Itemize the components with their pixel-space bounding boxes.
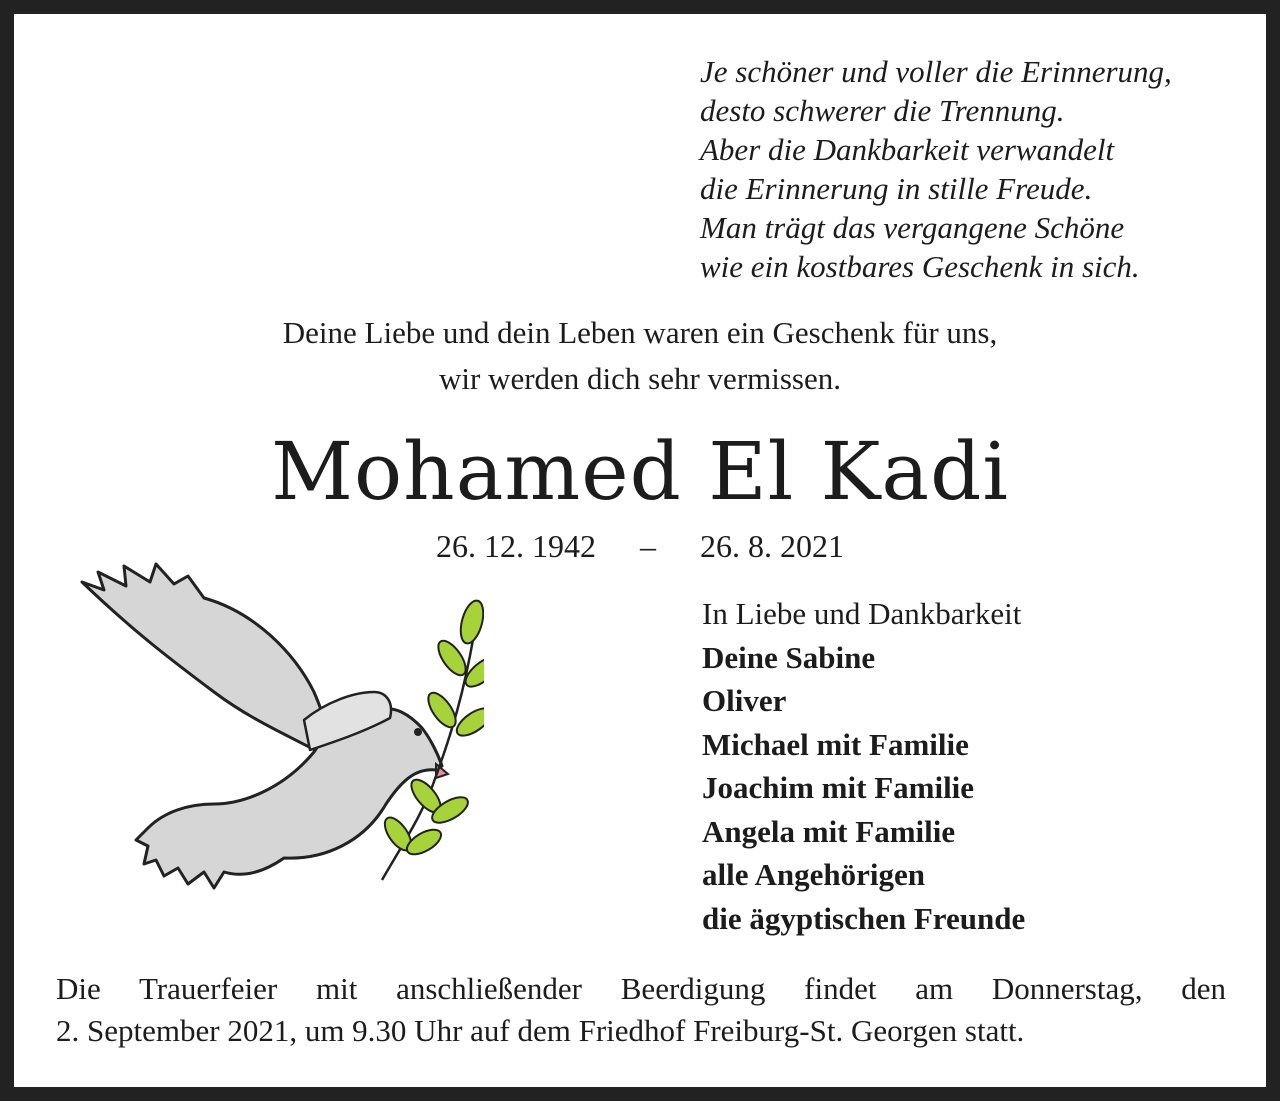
poem-line: die Erinnerung in stille Freude. bbox=[700, 171, 1093, 206]
signer-name: die ägyptischen Freunde bbox=[702, 900, 1026, 936]
dove-eye-icon bbox=[414, 728, 422, 736]
funeral-info-line: Die Trauerfeier mit anschließender Beerdigung findet am Donnerstag, den bbox=[56, 971, 1226, 1006]
poem-line: wie ein kostbares Geschenk in sich. bbox=[700, 249, 1140, 284]
poem-line: Man trägt das vergangene Schöne bbox=[700, 210, 1125, 245]
deceased-name: Mohamed El Kadi bbox=[271, 425, 1009, 518]
signer-name: Deine Sabine bbox=[702, 639, 876, 675]
signer-name: Angela mit Familie bbox=[702, 813, 956, 849]
signer-name: alle Angehörigen bbox=[702, 857, 926, 892]
dove-wing-icon bbox=[82, 564, 328, 756]
funeral-info bbox=[56, 968, 1226, 1052]
intro-line: wir werden dich sehr vermissen. bbox=[438, 361, 842, 396]
signer-name: Joachim mit Familie bbox=[702, 770, 975, 805]
intro-text bbox=[14, 310, 1266, 402]
birth-date: 26. 12. 1942 bbox=[436, 528, 596, 564]
poem-line: Aber die Dankbarkeit verwandelt bbox=[700, 132, 1115, 167]
poem-line: Je schöner und voller die Erinnerung, bbox=[700, 54, 1172, 89]
dove-with-olive-branch-icon bbox=[64, 542, 484, 902]
poem-line: desto schwerer die Trennung. bbox=[700, 93, 1065, 128]
date-separator: – bbox=[640, 528, 656, 564]
obituary-notice bbox=[14, 14, 1266, 1087]
signer-name: Michael mit Familie bbox=[702, 726, 969, 762]
death-date: 26. 8. 2021 bbox=[700, 528, 844, 564]
signers-lead: In Liebe und Dankbarkeit bbox=[702, 596, 1022, 631]
signer-name: Oliver bbox=[702, 683, 787, 718]
poem bbox=[700, 52, 1260, 286]
signers bbox=[702, 592, 1242, 940]
intro-line: Deine Liebe und dein Leben waren ein Geschenk für uns, bbox=[282, 315, 998, 350]
funeral-info-line: 2. September 2021, um 9.30 Uhr auf dem Friedhof Freiburg-St. Georgen statt. bbox=[56, 1013, 1025, 1048]
